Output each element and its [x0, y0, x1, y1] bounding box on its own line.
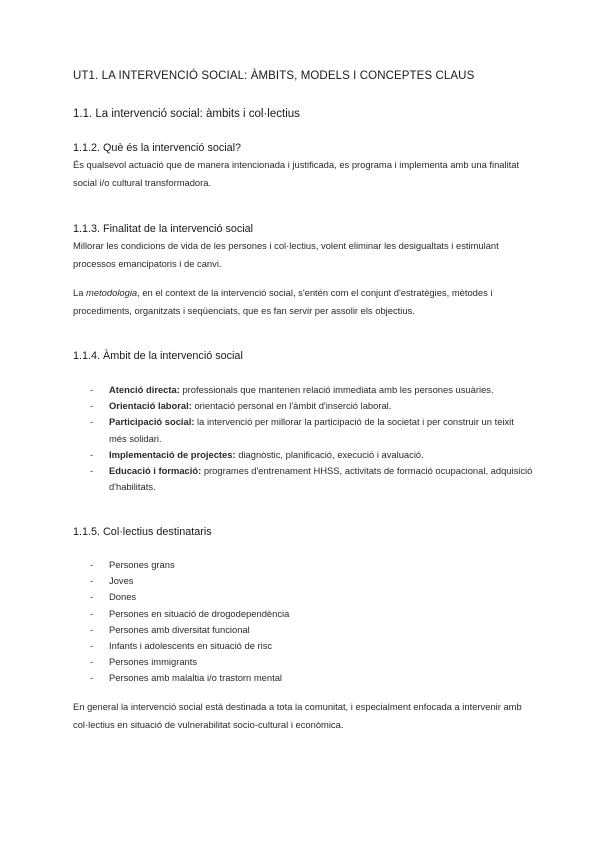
- list-item-term: Atenció directa:: [109, 384, 180, 395]
- paragraph-purpose: Millorar les condicions de vida de les persones i col·lectius, volent eliminar les desigualtats i estimulant processos emancipatoris i de canvi.: [73, 240, 499, 269]
- methodology-intro: La: [73, 287, 87, 298]
- list-item: [73, 382, 533, 398]
- list-item-desc: diagnòstic, planificació, execució i avaluació.: [235, 448, 424, 460]
- section-heading-1-1-3: 1.1.3. Finalitat de la intervenció social: [73, 223, 254, 235]
- scope-list: [73, 382, 533, 495]
- section-heading-1-1-4: 1.1.4. Àmbit de la intervenció social: [73, 350, 243, 362]
- list-item: - Joves: [73, 573, 533, 589]
- list-item: - Persones amb malaltia i/o trastorn mental: [73, 670, 533, 686]
- list-item-term: Orientació laboral:: [109, 400, 192, 412]
- list-item: - Persones amb diversitat funcional: [73, 622, 533, 638]
- paragraph-methodology: [73, 284, 533, 320]
- list-item: [73, 398, 533, 414]
- list-item: - Infants i adolescents en situació de risc: [73, 638, 533, 654]
- methodology-rest: , en el context de la intervenció social, s'entén com el conjunt d'estratègies, mètodes i procediments, organitzats i seqüenciats, que es fan servir per assolir els objectius.: [73, 287, 493, 316]
- list-item: [73, 463, 533, 495]
- section-heading-1-1-5: 1.1.5. Col·lectius destinataris: [73, 526, 212, 538]
- list-item: [73, 414, 533, 446]
- paragraph-conclusion: En general la intervenció social està destinada a tota la comunitat, i especialment enfocada a intervenir amb col·lectius en situació de vulnerabilitat socio-cultural i econòmica.: [73, 701, 522, 730]
- list-item-desc: orientació personal en l'àmbit d'inserció laboral.: [191, 400, 392, 412]
- list-item-term: Participació social:: [109, 416, 195, 428]
- list-item: - Persones immigrants: [73, 654, 533, 670]
- paragraph-definition: És qualsevol actuació que de manera intencionada i justificada, es programa i implementa amb una finalitat social i/o cultural transformadora.: [73, 159, 520, 188]
- target-groups-list: [73, 557, 533, 687]
- list-item-desc: programes d'entrenament HHSS, activitats de formació ocupacional, adquisició d'habilitats.: [109, 465, 533, 493]
- methodology-term: metodologia: [86, 287, 138, 298]
- list-item: - Dones: [73, 589, 533, 605]
- section-heading-1-1: 1.1. La intervenció social: àmbits i col·lectius: [73, 108, 300, 120]
- list-item-term: Implementació de projectes:: [109, 448, 236, 460]
- list-item-desc: la intervenció per millorar la participació de la societat i per construir un teixit més solidari.: [109, 416, 514, 444]
- section-heading-1-1-2: 1.1.2. Què és la intervenció social?: [73, 142, 242, 154]
- list-item: - Persones en situació de drogodependència: [73, 606, 533, 622]
- list-item: - Persones grans: [73, 557, 533, 573]
- list-item-desc: professionals que mantenen relació immediata amb les persones usuàries.: [179, 384, 494, 395]
- document-title: UT1. LA INTERVENCIÓ SOCIAL: ÀMBITS, MODELS I CONCEPTES CLAUS: [73, 70, 475, 82]
- list-item-term: Educació i formació:: [109, 465, 202, 477]
- list-item: [73, 447, 533, 463]
